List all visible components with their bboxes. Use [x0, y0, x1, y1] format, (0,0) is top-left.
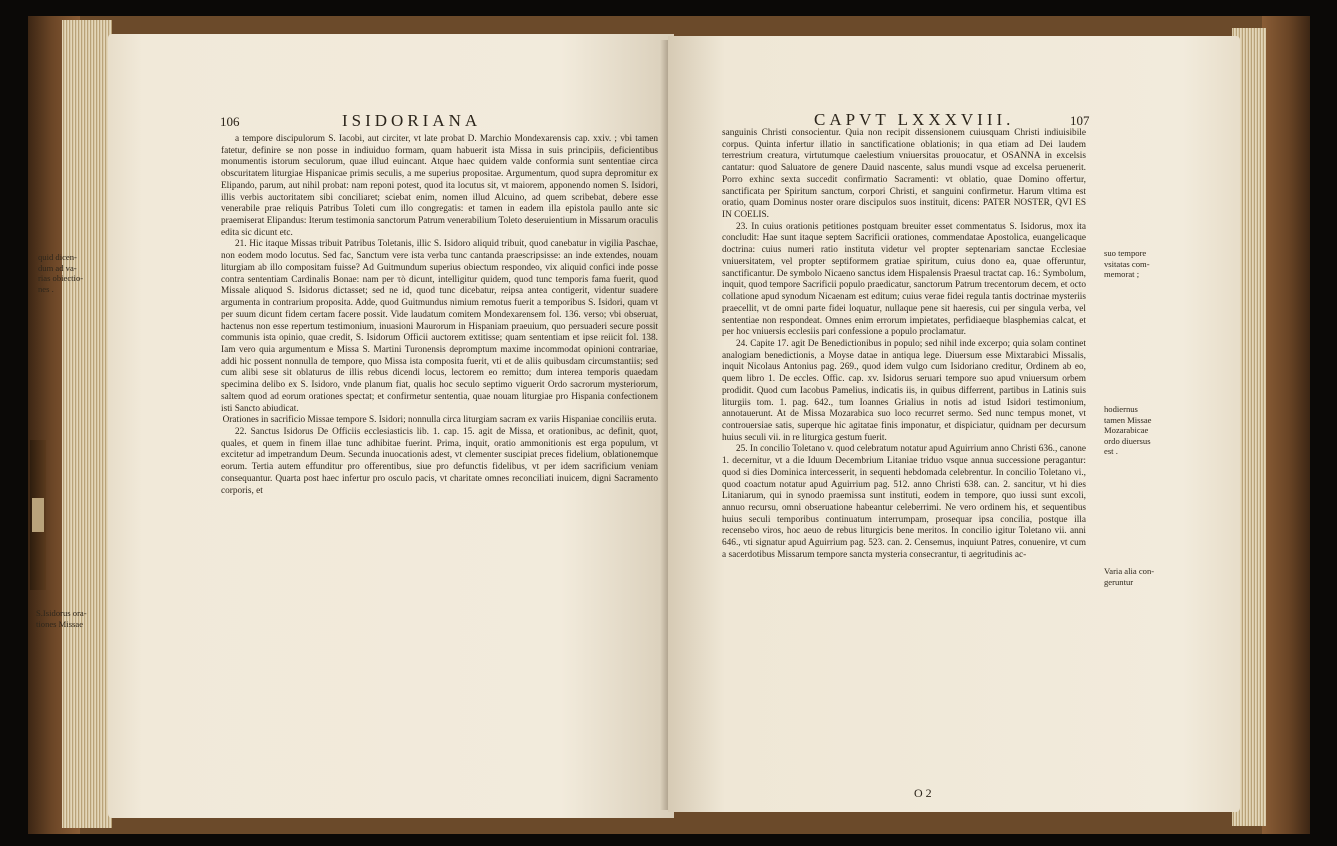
right-page-number: 107 — [1070, 113, 1090, 128]
left-margin-note: quid dicen- dum ad va- rias obiectio- nes . — [38, 252, 84, 294]
right-margin-note: suo tempore vsitatas com- memorat ; — [1104, 248, 1150, 280]
bookmark-tab — [30, 440, 46, 590]
left-body-text — [221, 134, 658, 806]
signature-mark: O 2 — [914, 786, 932, 800]
paragraph: 22. Sanctus Isidorus De Officiis ecclesiasticis lib. 1. cap. 15. agit de Missa, et orationibus, ac definit, quot, quales, et quem in finem illae tunc adhibitae fuerint. Prima, inquit, oratio ammonitionis est erga populum, vt excitetur ad impetrandum Deum. Secunda inuocationis adest, vt clementer suscipiat preces fidelium, oblationemque eorum. Tertia autem effunditur pro offerentibus, siue pro defunctis fidelibus, vt per idem sacrificium veniam consequantur. Quarta post haec infertur pro osculo pacis, vt charitate omnes reconciliati inuicem, digni Sacramento corporis, et — [221, 426, 658, 496]
right-margin-note: hodiernus tamen Missae Mozarabicae ordo diuersus est . — [1104, 404, 1152, 457]
left-page-edges — [62, 20, 112, 828]
left-page — [108, 34, 674, 818]
section-heading: Orationes in sacrificio Missae tempore S. Isidori; nonnulla circa liturgiam sacram ex variis Hispaniae conciliis eruta. — [222, 415, 657, 426]
left-page-number: 106 — [220, 114, 240, 129]
paragraph: 21. Hic itaque Missas tribuit Patribus Toletanis, illic S. Isidoro aliquid tribuit, quod canebatur in vigilia Paschae, non eodem modo locutus. Sed fac, Sanctum vere ista verba tunc cantanda praescripsisse: an inde extendes, nouam liturgiam ab illo compositam fuisse? Ad Guitmundum superius obiectum respondeo, vix aliquid confici inde posse contra sententiam Cardinalis Bonae: nam per τὸ dicunt, intelligitur quidem, quod tunc temporis fama fuerit, quod Missale aliquod S. Isidorus dictasset; sed ne id, quod tunc dicebatur, reipsa antea contigerit, videntur suadere argumenta in contrarium proposita. Adde, quod Guitmundus nimium remotus fuerit a temporibus S. Isidori, quam vt per suum dicunt fidem certam facere possit. Vide laudatum comitem Mondexarensem fol. 136. verso; vbi obseruat, hactenus non esse repertum testimonium, inuasioni Maurorum in Hispaniam praeuium, quo persuaderi secure possit communis ista opinio, quae credit, S. Isidorum Officii auctorem extitisse; quam sententiam et ipse reiicit fol. 138. Iam vero quia argumentum e Missa S. Martini Turonensis depromptum maxime incommodat opinioni contrariae, addi hic possent nonnulla de tempore, quo Missa ista composita fuerit, vti et de aliis quibusdam circumstantiis; sed cum alibi sese sit oblaturus de illis rebus dicendi locus, lectorem eo remitto; dum interea temporis quaedam specimina delibo ex S. Isidoro, vnde planum fiat, qualis hoc seculo septimo viguerit Ordo sacrorum mysteriorum, saltem quod ad eorum orationes spectat; et confirmetur sententia, quae nouam liturgiae pro Hispania confectionem isti Sancto abiudicat. — [221, 239, 658, 414]
paragraph: 25. In concilio Toletano v. quod celebratum notatur apud Aguirrium anno Christi 636., canone 1. decernitur, vt a die Iduum Decembrium Litaniae triduo vsque annua successione peragantur: quod si dies Dominica intercesserit, in sequenti hebdomada celebrentur. In concilio Toletano vi., quod coactum notatur apud Aguirrium pag. 512. anno Christi 638. can. 2. sancitur, vt hi dies Litaniarum, qui in synodo praemissa sunt instituti, eodem in tempore, quo iussi sunt excoli, annuo recursu, omni obseruatione habeantur celeberrimi. Ne vero ordinem his, et sequentibus huius seculi temporibus continuatum interrumpam, prosequar ipsa concilia, postque illa recensebo viros, hoc aeuo de rebus liturgicis bene meritos. In concilio igitur Toletano vii. anni 646., vti signatur apud Aguirrium pag. 523. can. 2. Censemus, inquiunt Patres, conuenire, vt cum a sacerdotibus Missarum tempore sancta mysteria consecrantur, ti aegritudinis ac- — [722, 444, 1086, 560]
right-running-head: CAPVT LXXXVIII. — [814, 110, 1015, 129]
right-board-edge — [1262, 16, 1310, 834]
right-margin-note: Varia alia con- geruntur — [1104, 566, 1155, 587]
paragraph: a tempore discipulorum S. Iacobi, aut circiter, vt late probat D. Marchio Mondexarensis cap. xxiv. ; vbi tamen fatetur, definire se non posse in indiuiduo formam, quam habuerit ista Missa in suis principiis, deficientibus monumentis istorum seculorum, quae illud euincant. Atque haec quidem valde conformia sunt sententiae circa obscuritatem liturgiae Hispanicae primis seculis, a me superius propositae. Argumentum, quod supra depromitur ex Elipando, parum, aut nihil probat: nam reponi potest, quod ita locutus sit, vt maiorem, apponendo nomen S. Isidori, illis verbis auctoritatem sibi conciliaret; sciebat enim, nomen illud Alcuino, ad quem scribebat, debere esse venerabile prae reliquis Patribus Toleti cum illo congregatis: et tamen in eadem illa epistola paullo ante sic praemiserat Elipandus: Iterum testimonia sanctorum Patrum venerabilium Toleto deseruientium in Missarum oraculis edita sic dicunt etc. — [221, 134, 658, 238]
paragraph: 24. Capite 17. agit De Benedictionibus in populo; sed nihil inde excerpo; quia solam continet analogiam benedictionis, a Moyse datae in antiqua lege. Diuersum esse Mixtarabici Missalis, inquit Nicolaus Antonius pag. 269., quod idem vulgo cum Isidoriano creditur, Ordinem ab eo, quem libro 1. De eccles. Offic. cap. xv. Isidorus seruari tempore suo apud vniuersum orbem prodidit. Quod cum Iacobus Pamelius, indicatis iis, in quibus differrent, partibus in Latinis suis liturgiis tom. 1. pag. 642., tum Ioannes Grialius in notis ad istud Isidori testimonium, annotauerunt. At de Missa Mozarabica suo loco recurret sermo. Sed nunc tempus monet, vt controuersiae satis, superque hic agitatae finis imponatur, et dispiciatur, quidnam per decursum huius seculi vii. in re liturgica gestum fuerit. — [722, 338, 1086, 443]
right-body-text — [722, 128, 1086, 783]
paragraph: sanguinis Christi consocientur. Quia non recipit dissensionem cuiusquam Christi indiuisibile corpus. Quinta infertur illatio in sanctificatione oblationis; in qua etiam ad Dei laudem terrestrium creatura, virtutumque caelestium vniuersitas prouocatur, et OSANNA in excelsis cantatur: quod Saluatore de genere Dauid nascente, salus mundi vsque ad excelsa peruenerit. Porro exhinc sexta succedit confirmatio Sacramenti: vt oblatio, quae Domino offertur, sanctificata per Spiritum sanctum, corpori Christi, et sanguini confirmetur. Harum vltima est oratio, quam Dominus noster orare discipulos suos instituit, dicens: PATER NOSTER, QVI ES IN COELIS. — [722, 128, 1086, 221]
paragraph: 23. In cuius orationis petitiones postquam breuiter esset commentatus S. Isidorus, mox ita concludit: Hae sunt itaque septem Sacrificii orationes, commendatae Apostolica, euangelicaque doctrina: cuius numeri ratio instituta videtur vel propter septenariam sanctae Ecclesiae vniuersitatem, vel propter septiformem gratiae spiritum, cuius dono ea, quae offeruntur, sanctificantur. De symbolo Nicaeno sanctus idem Hispalensis Praesul tractat cap. 16.: Symbolum, inquit, quod tempore Sacrificii populo praedicatur, sanctorum Patrum trecentorum decem, et octo collatione apud synodum Nicaenam est editum; cuius verae fidei regula tantis doctrinae mysteriis praecellit, vt de omni parte fidei loquatur, nullaque pene sit haeresis, cui per singula verba, vel sententiae non respondeat. Omnes enim errorum impietates, perfidiaeque blasphemias calcat, et per hoc vniuersis ecclesiis pari confessione a populo proclamatur. — [722, 221, 1086, 338]
left-margin-note: S.Isidorus ora- tiones Missae — [36, 608, 87, 629]
left-running-head: ISIDORIANA — [342, 111, 482, 130]
